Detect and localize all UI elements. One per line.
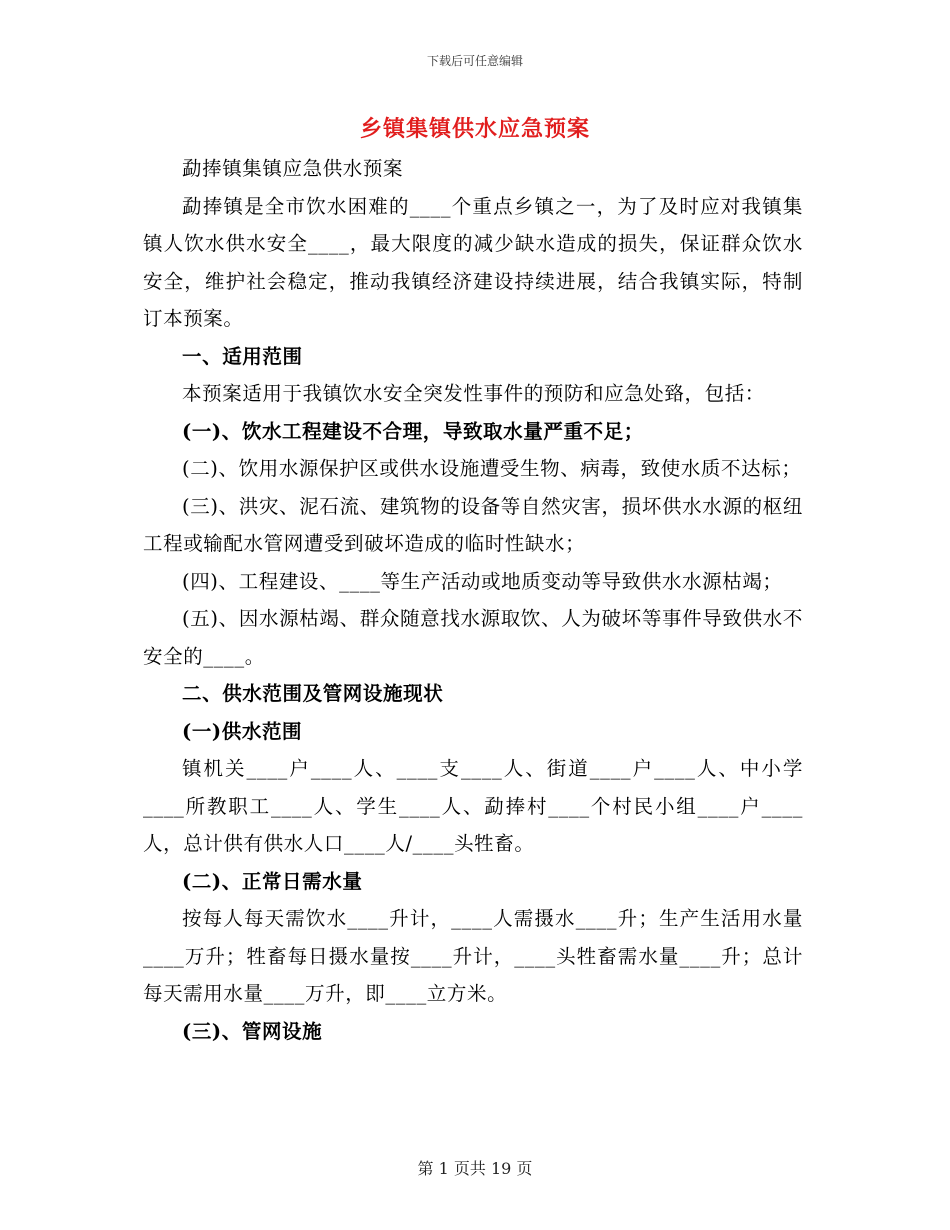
- paragraph-intro: 勐捧镇是全市饮水困难的____个重点乡镇之一，为了及时应对我镇集镇人饮水供水安全____，最大限度的减少缺水造成的损失，保证群众饮水安全，维护社会稳定，推动我镇经济建设持续进展，结合我镇实际，特制订本预案。: [143, 194, 803, 330]
- list-item-1: (一)、饮水工程建设不合理，导致取水量严重不足；: [182, 419, 644, 443]
- list-item-3: (三)、洪灾、泥石流、建筑物的设备等自然灾害，损坏供水水源的枢纽工程或输配水管网遭受到破坏造成的临时性缺水；: [143, 494, 803, 555]
- document-title: 乡镇集镇供水应急预案: [359, 116, 590, 142]
- list-item-2: (二)、饮用水源保护区或供水设施遭受生物、病毒，致使水质不达标；: [182, 457, 802, 480]
- document-body: [143, 150, 803, 1050]
- paragraph-range: 镇机关____户____人、____支____人、街道____户____人、中小学____所教职工____人、学生____人、勐捧村____个村民小组____户____人，总计供有供水人口____人/____头牲畜。: [143, 757, 803, 855]
- paragraph-scope: 本预案适用于我镇饮水安全突发性事件的预防和应急处臵，包括：: [182, 382, 765, 405]
- page-footer: 第 1 页共 19 页: [417, 1159, 533, 1178]
- subsection-heading-range: (一)供水范围: [182, 719, 303, 743]
- list-item-5: (五)、因水源枯竭、群众随意找水源取饮、人为破坏等事件导致供水不安全的____。: [143, 607, 803, 668]
- paragraph-subtitle: 勐捧镇集镇应急供水预案: [182, 157, 404, 180]
- list-item-4: (四)、工程建设、____等生产活动或地质变动等导致供水水源枯竭；: [182, 569, 783, 593]
- subsection-heading-demand: (二)、正常日需水量: [182, 869, 363, 893]
- paragraph-demand: 按每人每天需饮水____升计，____人需摄水____升；生产生活用水量____万升；牲畜每日摄水量按____升计，____头牲畜需水量____升；总计每天需用水量____万升，即____立方米。: [143, 907, 803, 1005]
- subsection-heading-pipes: (三)、管网设施: [182, 1019, 323, 1043]
- section-heading-supply: 二、供水范围及管网设施现状: [182, 682, 444, 705]
- section-heading-scope: 一、适用范围: [182, 344, 303, 368]
- page-header: 下载后可任意编辑: [426, 54, 523, 68]
